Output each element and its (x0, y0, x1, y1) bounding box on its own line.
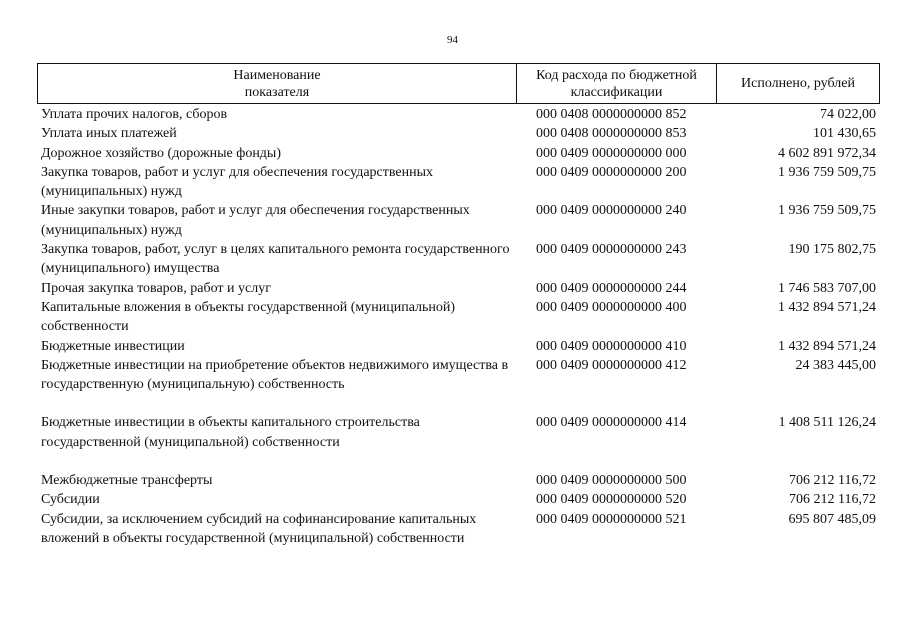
row-name: Капитальные вложения в объекты государственной (муниципальной) собственности (41, 299, 456, 335)
row-name: Закупка товаров, работ, услуг в целях капитального ремонта государственного (муниципального) имущества (41, 242, 510, 277)
row-name: Закупка товаров, работ и услуг для обеспечения государственных (муниципальных) нужд (41, 164, 434, 200)
row-name: Субсидии, за исключением субсидий на софинансирование капитальных вложений в объекты государственной (муниципальной) собственности (41, 511, 477, 546)
header-name-column (38, 64, 517, 103)
page-number: 94 (447, 34, 458, 46)
row-amount: 190 175 802,75 (788, 242, 876, 258)
row-code: 000 0409 0000000000 400 (536, 299, 687, 315)
header-name-line1: Наименование (233, 67, 321, 83)
header-code-line2: классификации (570, 84, 663, 100)
row-amount: 74 022,00 (820, 107, 876, 122)
row-amount: 706 212 116,72 (789, 473, 876, 489)
row-name: Уплата прочих налогов, сборов (41, 107, 228, 122)
row-amount: 1 432 894 571,24 (778, 299, 876, 315)
table-row (37, 471, 880, 490)
table-row (37, 163, 880, 202)
header-code-column (517, 64, 717, 103)
table-row (37, 337, 880, 356)
table-row (37, 490, 880, 509)
row-code: 000 0409 0000000000 410 (536, 338, 687, 354)
row-code: 000 0409 0000000000 200 (536, 164, 687, 180)
table-row (37, 413, 880, 452)
header-code-line1: Код расхода по бюджетной (536, 67, 697, 83)
row-name: Прочая закупка товаров, работ и услуг (41, 280, 271, 296)
row-code: 000 0409 0000000000 000 (536, 145, 687, 161)
table-row (37, 356, 880, 395)
table-row (37, 105, 880, 124)
header-name-line2: показателя (244, 84, 310, 100)
header-amount: Исполнено, рублей (741, 76, 855, 91)
row-amount: 1 936 759 509,75 (778, 164, 876, 180)
table-row (37, 298, 880, 337)
row-code: 000 0409 0000000000 244 (536, 280, 687, 296)
table-row (37, 240, 880, 279)
row-code: 000 0409 0000000000 243 (536, 242, 687, 258)
row-amount: 695 807 485,09 (788, 511, 876, 527)
row-amount: 4 602 891 972,34 (778, 145, 876, 161)
row-code: 000 0409 0000000000 521 (536, 511, 687, 527)
row-amount: 1 408 511 126,24 (778, 415, 876, 431)
table-row (37, 279, 880, 298)
row-code: 000 0409 0000000000 412 (536, 357, 687, 373)
row-code: 000 0408 0000000000 853 (536, 126, 687, 142)
row-name: Дорожное хозяйство (дорожные фонды) (41, 145, 282, 161)
row-code: 000 0409 0000000000 240 (536, 203, 687, 219)
row-name: Иные закупки товаров, работ и услуг для обеспечения государственных (муниципальных) нужд (41, 203, 470, 238)
table-row (37, 144, 880, 163)
row-amount: 101 430,65 (813, 126, 876, 142)
table-row (37, 124, 880, 143)
row-amount: 706 212 116,72 (789, 492, 876, 508)
row-name: Уплата иных платежей (41, 126, 177, 142)
table-row (37, 510, 880, 549)
row-amount: 1 432 894 571,24 (778, 338, 876, 354)
table-row (37, 201, 880, 240)
row-code: 000 0409 0000000000 500 (536, 473, 687, 489)
row-amount: 1 746 583 707,00 (778, 280, 876, 296)
row-name: Бюджетные инвестиции в объекты капитального строительства государственной (муниципальной) собственности (41, 415, 420, 450)
row-code: 000 0408 0000000000 852 (536, 107, 687, 122)
table-body (37, 105, 880, 548)
row-name: Межбюджетные трансферты (41, 473, 213, 489)
row-name: Бюджетные инвестиции на приобретение объектов недвижимого имущества в государственную (муниципальную) собственность (41, 357, 509, 393)
row-name: Бюджетные инвестиции (41, 338, 185, 354)
row-amount: 24 383 445,00 (795, 357, 876, 373)
row-code: 000 0409 0000000000 414 (536, 415, 687, 431)
row-code: 000 0409 0000000000 520 (536, 492, 687, 508)
row-name: Субсидии (41, 492, 100, 508)
header-amount-column (717, 64, 879, 103)
table-header (37, 63, 880, 104)
row-amount: 1 936 759 509,75 (778, 203, 876, 219)
